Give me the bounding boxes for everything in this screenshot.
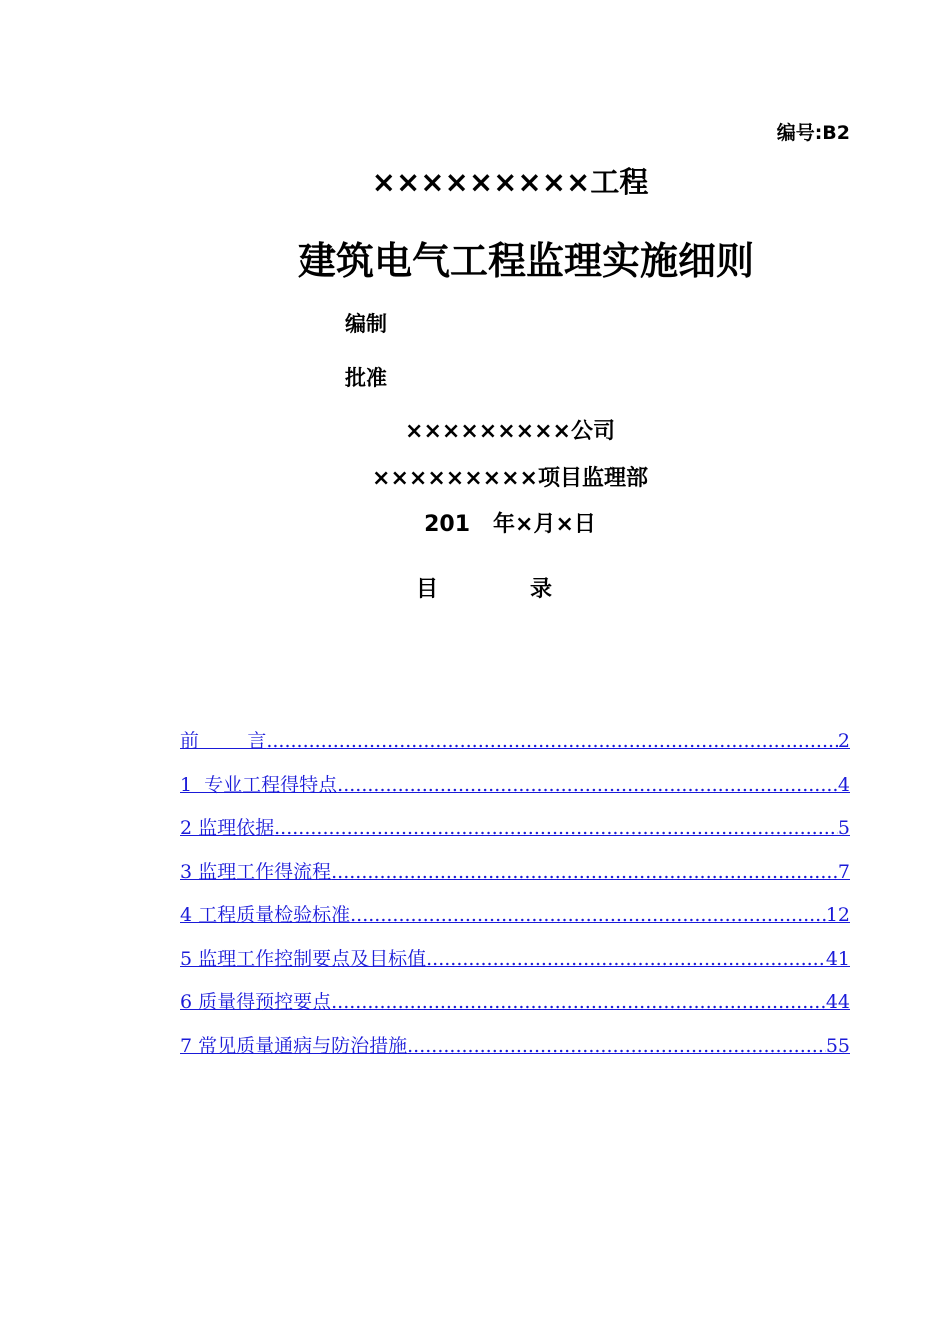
toc-entry-page: 41: [825, 947, 850, 970]
toc-entry-page: 5: [837, 817, 850, 839]
toc-entry-title: 5 监理工作控制要点及目标值: [180, 947, 427, 970]
toc-heading-part1: 目: [416, 577, 439, 602]
toc-leader-dots: [350, 904, 826, 926]
document-number: 编号:B2: [776, 122, 850, 144]
toc-leader-dots: [426, 948, 826, 970]
toc-leader-dots: [266, 730, 838, 752]
toc-entry-page: 55: [825, 1034, 850, 1057]
toc-entry-title: 前 言: [180, 730, 267, 752]
toc-entry-2[interactable]: [180, 813, 850, 857]
toc-heading: [416, 572, 552, 603]
document-title: 建筑电气工程监理实施细则: [297, 239, 754, 283]
toc-entry-3[interactable]: [180, 857, 850, 901]
toc-leader-dots: [331, 991, 826, 1013]
toc-entry-title: 3 监理工作得流程: [180, 860, 332, 883]
toc-entry-preface[interactable]: [180, 726, 850, 770]
toc-entry-page: 12: [825, 904, 850, 926]
toc-entry-1[interactable]: [180, 770, 850, 814]
toc-entry-title: 6 质量得预控要点: [180, 991, 332, 1013]
table-of-contents: [180, 726, 850, 1074]
toc-leader-dots: [274, 817, 838, 839]
approved-by-label: 批准: [345, 366, 387, 390]
toc-entry-title: 7 常见质量通病与防治措施: [180, 1034, 408, 1057]
toc-entry-5[interactable]: [180, 944, 850, 988]
toc-entry-7[interactable]: [180, 1031, 850, 1075]
toc-entry-page: 4: [837, 773, 850, 796]
company-name: ×××××××××公司: [405, 419, 615, 444]
toc-heading-part2: 录: [530, 577, 553, 602]
toc-leader-dots: [337, 774, 838, 796]
date-text: 201 年×月×日: [424, 512, 596, 537]
compiled-by-label: 编制: [345, 312, 387, 336]
toc-entry-6[interactable]: [180, 987, 850, 1031]
toc-entry-page: 44: [825, 991, 850, 1013]
toc-entry-title: 4 工程质量检验标准: [180, 904, 351, 926]
toc-leader-dots: [407, 1035, 826, 1057]
project-name: ×××××××××工程: [371, 165, 649, 199]
toc-entry-title: 2 监理依据: [180, 817, 275, 839]
toc-entry-title: 1 专业工程得特点: [180, 773, 338, 796]
toc-entry-4[interactable]: [180, 900, 850, 944]
toc-leader-dots: [331, 861, 838, 883]
document-date: [0, 507, 950, 538]
toc-entry-page: 2: [837, 730, 850, 752]
department-name: ×××××××××项目监理部: [372, 466, 648, 491]
toc-entry-page: 7: [837, 860, 850, 883]
